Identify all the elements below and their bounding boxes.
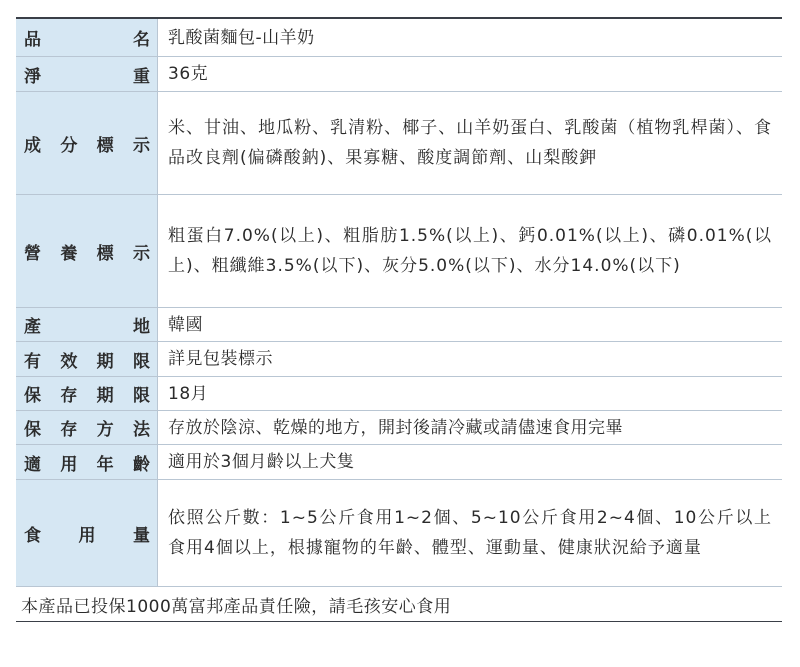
row-product-name — [16, 18, 782, 57]
label-char: 限 — [132, 351, 150, 372]
value-shelf-life: 18月 — [158, 377, 783, 411]
label-char: 限 — [132, 386, 150, 406]
label-char: 名 — [133, 30, 150, 50]
row-feeding-amount — [16, 480, 782, 587]
label-nutrition — [16, 195, 158, 308]
label-char: 齡 — [132, 454, 150, 475]
label-char: 地 — [133, 317, 150, 337]
label-char: 期 — [96, 386, 114, 406]
label-char: 品 — [24, 30, 41, 50]
label-char: 保 — [24, 386, 41, 406]
label-char: 食 — [24, 525, 41, 546]
row-storage — [16, 411, 782, 445]
label-char: 適 — [24, 454, 41, 475]
label-expiry — [16, 342, 158, 377]
row-ingredients — [16, 92, 782, 195]
label-char: 標 — [96, 243, 114, 264]
label-char: 存 — [60, 420, 78, 440]
value-net-weight: 36克 — [158, 57, 783, 92]
label-char: 用 — [60, 454, 78, 475]
label-net-weight — [16, 57, 158, 92]
label-char: 重 — [133, 66, 150, 87]
value-origin: 韓國 — [158, 308, 783, 342]
value-ingredients: 米、甘油、地瓜粉、乳清粉、椰子、山羊奶蛋白、乳酸菌（植物乳桿菌）、食品改良劑(偏磷酸鈉)、果寡糖、酸度調節劑、山梨酸鉀 — [158, 92, 783, 195]
label-shelf-life — [16, 377, 158, 411]
value-feeding-amount: 依照公斤數：1~5公斤食用1~2個、5~10公斤食用2~4個、10公斤以上食用4個以上，根據寵物的年齡、體型、運動量、健康狀況給予適量 — [158, 480, 783, 587]
label-char: 養 — [60, 243, 78, 264]
value-storage: 存放於陰涼、乾燥的地方，開封後請冷藏或請儘速食用完畢 — [158, 411, 783, 445]
value-expiry: 詳見包裝標示 — [158, 342, 783, 377]
label-char: 示 — [132, 243, 150, 264]
label-char: 分 — [60, 135, 78, 156]
label-char: 成 — [24, 135, 41, 156]
row-origin — [16, 308, 782, 342]
label-origin — [16, 308, 158, 342]
product-spec-table — [16, 17, 782, 622]
label-char: 標 — [96, 135, 114, 156]
label-char: 方 — [96, 420, 114, 440]
value-suitable-age: 適用於3個月齡以上犬隻 — [158, 445, 783, 480]
label-product-name — [16, 18, 158, 57]
label-char: 營 — [24, 243, 41, 264]
label-char: 用 — [78, 525, 96, 546]
label-char: 示 — [132, 135, 150, 156]
value-nutrition: 粗蛋白7.0%(以上)、粗脂肪1.5%(以上)、鈣0.01%(以上)、磷0.01%(以上)、粗纖維3.5%(以下)、灰分5.0%(以下)、水分14.0%(以下) — [158, 195, 783, 308]
label-char: 量 — [133, 525, 150, 546]
row-nutrition — [16, 195, 782, 308]
label-char: 存 — [60, 386, 78, 406]
label-ingredients — [16, 92, 158, 195]
row-net-weight — [16, 57, 782, 92]
row-insurance-note — [16, 587, 782, 622]
label-char: 法 — [132, 420, 150, 440]
label-suitable-age — [16, 445, 158, 480]
row-shelf-life — [16, 377, 782, 411]
label-char: 有 — [24, 351, 41, 372]
row-expiry — [16, 342, 782, 377]
label-feeding-amount — [16, 480, 158, 587]
label-char: 年 — [96, 454, 114, 475]
row-suitable-age — [16, 445, 782, 480]
label-char: 期 — [96, 351, 114, 372]
value-product-name: 乳酸菌麵包-山羊奶 — [158, 18, 783, 57]
label-char: 產 — [24, 317, 41, 337]
label-storage — [16, 411, 158, 445]
label-char: 效 — [60, 351, 78, 372]
label-char: 保 — [24, 420, 41, 440]
label-char: 淨 — [24, 66, 41, 87]
product-spec-sheet — [16, 17, 782, 622]
insurance-note: 本產品已投保1000萬富邦產品責任險，請毛孩安心食用 — [21, 596, 452, 617]
